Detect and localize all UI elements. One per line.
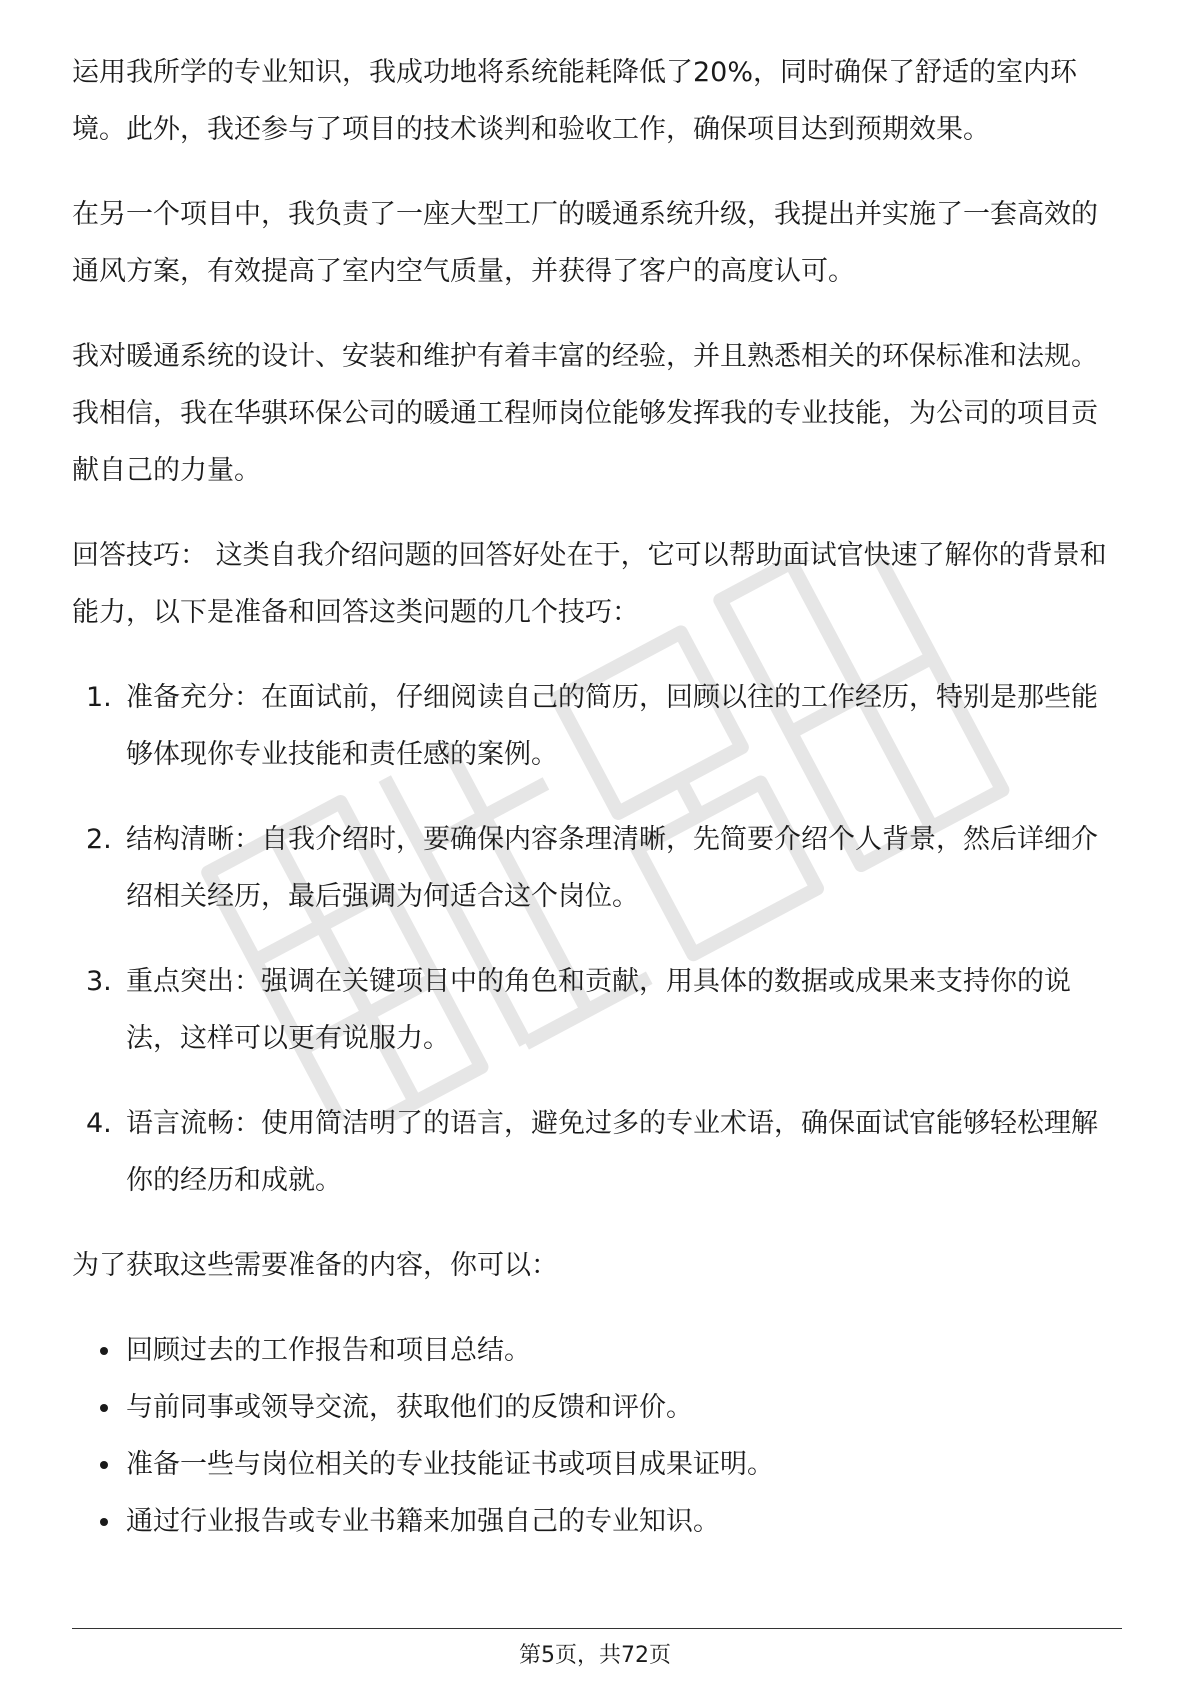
- list-item: [72, 953, 1122, 1067]
- list-item-text: 准备充分：在面试前，仔细阅读自己的简历，回顾以往的工作经历，特别是那些能够体现你专业技能和责任感的案例。: [126, 682, 1098, 770]
- page-number: 第5页，共72页: [519, 1643, 671, 1668]
- list-item-text: 重点突出：强调在关键项目中的角色和贡献，用具体的数据或成果来支持你的说法，这样可以更有说服力。: [126, 966, 1071, 1054]
- paragraph-factory-project: 在另一个项目中，我负责了一座大型工厂的暖通系统升级，我提出并实施了一套高效的通风方案，有效提高了室内空气质量，并获得了客户的高度认可。: [72, 199, 1098, 287]
- bullet-dot-icon: [100, 1518, 108, 1526]
- paragraph-experience: 我对暖通系统的设计、安装和维护有着丰富的经验，并且熟悉相关的环保标准和法规。我相信，我在华骐环保公司的暖通工程师岗位能够发挥我的专业技能，为公司的项目贡献自己的力量。: [72, 341, 1098, 486]
- document-body: [72, 44, 1122, 1550]
- bullet-item-text: 与前同事或领导交流，获取他们的反馈和评价。: [126, 1392, 693, 1423]
- list-item: [72, 811, 1122, 925]
- bullet-item-text: 准备一些与岗位相关的专业技能证书或项目成果证明。: [126, 1449, 774, 1480]
- bullet-item: [72, 1322, 1122, 1379]
- list-number: 2.: [86, 824, 112, 855]
- bullet-item-text: 通过行业报告或专业书籍来加强自己的专业知识。: [126, 1506, 720, 1537]
- bullet-dot-icon: [100, 1404, 108, 1412]
- list-item-text: 语言流畅：使用简洁明了的语言，避免过多的专业术语，确保面试官能够轻松理解你的经历和成就。: [126, 1108, 1098, 1196]
- bullet-dot-icon: [100, 1461, 108, 1469]
- bullet-item: [72, 1436, 1122, 1493]
- paragraph-prep-intro: 为了获取这些需要准备的内容，你可以：: [72, 1250, 558, 1281]
- prep-bullet-list: [72, 1322, 1122, 1550]
- tips-list: [72, 669, 1122, 1209]
- bullet-item-text: 回顾过去的工作报告和项目总结。: [126, 1335, 531, 1366]
- list-number: 3.: [86, 966, 112, 997]
- paragraph-energy-saving: 运用我所学的专业知识，我成功地将系统能耗降低了20%，同时确保了舒适的室内环境。此外，我还参与了项目的技术谈判和验收工作，确保项目达到预期效果。: [72, 57, 1078, 145]
- list-item: [72, 1095, 1122, 1209]
- list-item: [72, 669, 1122, 783]
- list-item-text: 结构清晰：自我介绍时，要确保内容条理清晰，先简要介绍个人背景，然后详细介绍相关经历，最后强调为何适合这个岗位。: [126, 824, 1098, 912]
- bullet-item: [72, 1379, 1122, 1436]
- bullet-dot-icon: [100, 1347, 108, 1355]
- footer-divider: [72, 1628, 1122, 1629]
- list-number: 1.: [86, 682, 112, 713]
- bullet-item: [72, 1493, 1122, 1550]
- paragraph-answer-tips: 回答技巧： 这类自我介绍问题的回答好处在于，它可以帮助面试官快速了解你的背景和能力，以下是准备和回答这类问题的几个技巧：: [72, 540, 1107, 628]
- list-number: 4.: [86, 1108, 112, 1139]
